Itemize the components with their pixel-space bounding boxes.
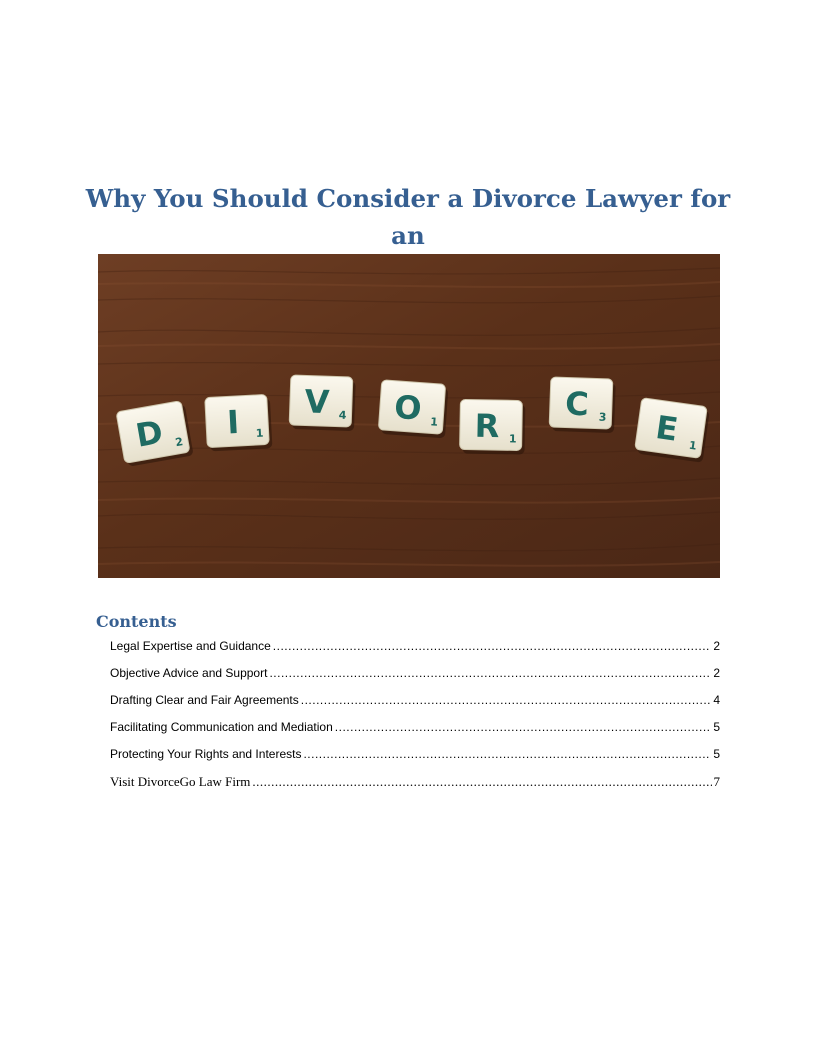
tile-score: 1 [255, 426, 264, 441]
toc-entry-label: Legal Expertise and Guidance [110, 639, 271, 653]
tile-score: 2 [174, 435, 185, 450]
tile-score: 1 [688, 438, 698, 453]
tile-letter: R [474, 406, 500, 446]
toc-page-number: 4 [713, 693, 720, 707]
scrabble-tile [116, 400, 194, 467]
tile-letter: V [303, 382, 331, 422]
scrabble-tile [549, 377, 616, 433]
toc-page-number: 5 [713, 720, 720, 734]
toc-entry-label: Drafting Clear and Fair Agreements [110, 693, 299, 707]
toc-entry-legal-expertise[interactable] [110, 639, 720, 666]
document-title-line-1: Why You Should Consider a Divorce Lawyer for an [85, 184, 731, 250]
toc-entry-label: Objective Advice and Support [110, 666, 268, 680]
contents-heading: Contents [96, 612, 177, 631]
toc-page-number: 2 [713, 639, 720, 653]
scrabble-tile [634, 398, 710, 463]
toc-entry-label: Facilitating Communication and Mediation [110, 720, 333, 734]
toc-entry-drafting-agreements[interactable] [110, 693, 720, 720]
toc-leader-dots [252, 774, 711, 790]
toc-page-number: 7 [713, 774, 720, 789]
tile-letter: O [393, 387, 423, 428]
toc-entry-label: Protecting Your Rights and Interests [110, 747, 302, 761]
toc-page-number: 2 [713, 666, 720, 680]
toc-leader-dots [273, 639, 712, 653]
scrabble-tile [289, 375, 356, 431]
tile-letter: D [132, 412, 166, 455]
toc-entry-objective-advice[interactable] [110, 666, 720, 693]
tile-score: 3 [598, 410, 607, 424]
tile-score: 1 [508, 432, 517, 446]
table-of-contents [110, 639, 720, 801]
tile-letter: I [226, 402, 240, 442]
scrabble-tile [205, 394, 273, 451]
toc-leader-dots [335, 720, 712, 734]
toc-leader-dots [303, 747, 711, 761]
tile-letter: C [564, 384, 590, 424]
toc-leader-dots [269, 666, 711, 680]
scrabble-tile [459, 399, 525, 454]
hero-image [98, 254, 720, 578]
toc-entry-label: Visit DivorceGo Law Firm [110, 774, 251, 789]
toc-entry-protecting-rights[interactable] [110, 747, 720, 774]
tile-letter: E [653, 408, 681, 449]
tile-score: 4 [338, 408, 347, 422]
toc-entry-facilitating-communication[interactable] [110, 720, 720, 747]
scrabble-tile [378, 380, 449, 439]
tile-score: 1 [429, 415, 439, 429]
toc-leader-dots [301, 693, 712, 707]
toc-entry-visit-law-firm[interactable] [110, 774, 720, 801]
toc-page-number: 5 [713, 747, 720, 761]
